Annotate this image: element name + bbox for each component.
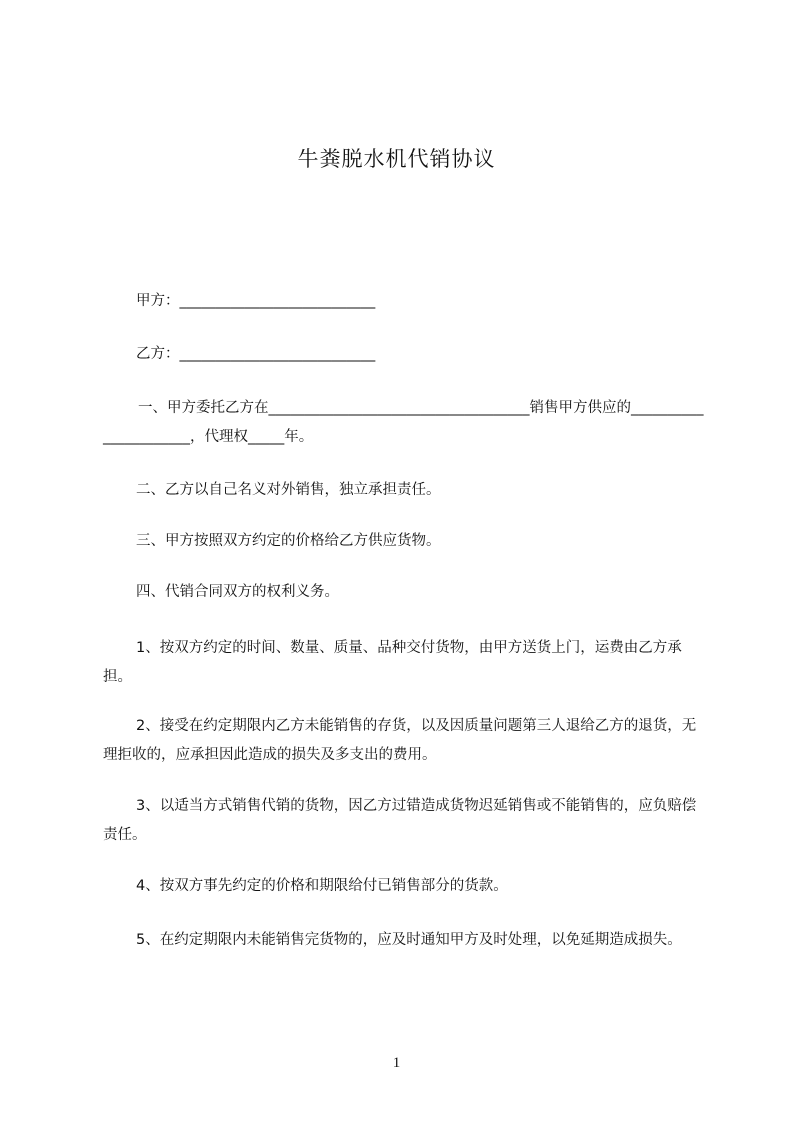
clause-4-item-4: 4、按双方事先约定的价格和期限给付已销售部分的货款。 bbox=[136, 878, 508, 894]
page-number: 1 bbox=[392, 1055, 401, 1071]
clause-4-item-2: 2、接受在约定期限内乙方未能销售的存货，以及因质量问题第三人退给乙方的退货，无理拒收的，应承担因此造成的损失及多支出的费用。 bbox=[103, 718, 697, 763]
party-b-line: 乙方：___________________________ bbox=[136, 346, 376, 362]
clause-3: 三、甲方按照双方约定的价格给乙方供应货物。 bbox=[136, 533, 441, 549]
clause-4: 四、代销合同双方的权利义务。 bbox=[136, 584, 339, 600]
party-a-line: 甲方：___________________________ bbox=[136, 293, 376, 309]
clause-4-item-3: 3、以适当方式销售代销的货物，因乙方过错造成货物迟延销售或不能销售的，应负赔偿责任。 bbox=[103, 798, 697, 843]
clause-4-item-1: 1、按双方约定的时间、数量、质量、品种交付货物，由甲方送货上门，运费由乙方承担。 bbox=[103, 640, 682, 685]
document-title: 牛粪脱水机代销协议 bbox=[297, 147, 496, 171]
clause-1: 一、甲方委托乙方在____________________________________销售甲方供应的______________________，代理权_____年。 bbox=[103, 400, 704, 445]
clause-2: 二、乙方以自己名义对外销售，独立承担责任。 bbox=[136, 482, 441, 498]
clause-4-item-5: 5、在约定期限内未能销售完货物的，应及时通知甲方及时处理，以免延期造成损失。 bbox=[136, 932, 682, 948]
